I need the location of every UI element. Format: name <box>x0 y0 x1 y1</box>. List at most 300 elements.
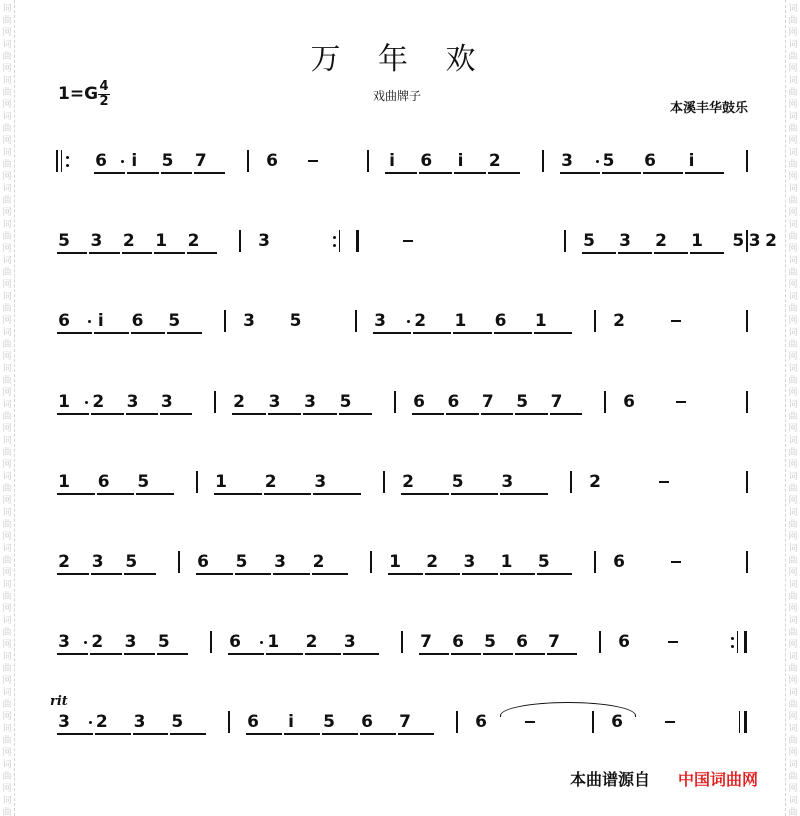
note: 3 <box>619 231 631 251</box>
watermark-char: 曲 <box>2 124 12 134</box>
watermark-char: 词 <box>788 292 798 302</box>
sustain-dash <box>665 721 675 723</box>
note: 5 <box>289 311 302 331</box>
note: 1 <box>267 632 280 652</box>
beam-underline <box>91 573 123 575</box>
note: i <box>131 151 138 171</box>
watermark-char: 词 <box>788 760 798 770</box>
barline <box>196 471 198 493</box>
note: 1 <box>155 231 168 251</box>
watermark-char: 词 <box>2 328 12 338</box>
note: 3 <box>126 392 139 412</box>
beam-underline <box>246 733 282 735</box>
sustain-dash <box>671 561 681 563</box>
note: 5 <box>125 552 138 572</box>
watermark-char: 曲 <box>2 268 12 278</box>
watermark-char: 曲 <box>788 232 798 242</box>
repeat-dot <box>66 156 69 159</box>
note: 1 <box>454 311 467 331</box>
note: 7 <box>399 712 411 732</box>
watermark-char: 词 <box>2 400 12 410</box>
barline <box>355 310 357 332</box>
watermark-char: 网 <box>788 64 798 74</box>
note: 5 <box>168 311 181 331</box>
note: 7 <box>550 392 563 412</box>
barline <box>210 631 212 653</box>
beam-underline <box>167 332 202 334</box>
note: 3 <box>501 472 514 492</box>
watermark-char: 词 <box>2 220 12 230</box>
beam-underline <box>451 653 481 655</box>
beam-underline <box>91 413 123 415</box>
watermark-char: 词 <box>2 184 12 194</box>
watermark-char: 曲 <box>2 484 12 494</box>
augmentation-dot <box>89 721 92 724</box>
note: 2 <box>488 151 501 171</box>
note: 1 <box>500 552 513 572</box>
watermark-char: 曲 <box>2 736 12 746</box>
note: 2 <box>426 552 439 572</box>
note: 5 <box>323 712 335 732</box>
watermark-char: 曲 <box>2 808 12 816</box>
watermark-char: 网 <box>788 568 798 578</box>
beam-underline <box>560 172 600 174</box>
note: 1 <box>58 472 70 492</box>
note: 6 <box>97 472 110 492</box>
watermark-char: 词 <box>788 724 798 734</box>
beam-underline <box>446 413 478 415</box>
repeat-dot <box>333 244 336 247</box>
beam-underline <box>500 573 535 575</box>
time-signature <box>98 80 110 109</box>
note: 6 <box>131 311 144 331</box>
watermark-char: 词 <box>2 472 12 482</box>
watermark-char: 词 <box>2 148 12 158</box>
note: 3 <box>268 392 281 412</box>
watermark-char: 曲 <box>2 772 12 782</box>
beam-underline <box>643 172 683 174</box>
note: 5 <box>171 712 184 732</box>
note: 6 <box>611 712 623 732</box>
watermark-char: 网 <box>2 136 12 146</box>
barline <box>542 150 544 172</box>
repeat-dot <box>66 164 69 167</box>
barline <box>746 391 748 413</box>
beam-underline <box>550 413 582 415</box>
note: i <box>688 151 695 171</box>
note: 5 <box>602 151 615 171</box>
beam-underline <box>305 653 341 655</box>
watermark-char: 曲 <box>2 304 12 314</box>
beam-underline <box>685 172 725 174</box>
augmentation-dot <box>407 320 410 323</box>
beam-underline <box>401 493 449 495</box>
watermark-char: 网 <box>788 208 798 218</box>
watermark-char: 网 <box>2 424 12 434</box>
watermark-char: 网 <box>2 316 12 326</box>
time-bottom: 2 <box>99 94 109 109</box>
note: i <box>288 712 294 732</box>
beam-underline <box>537 573 572 575</box>
watermark-char: 网 <box>788 676 798 686</box>
watermark-char: 词 <box>788 4 798 14</box>
watermark-char: 词 <box>788 256 798 266</box>
note: 6 <box>623 392 635 412</box>
composer: 本溪丰华鼓乐 <box>670 101 749 116</box>
beam-underline <box>187 252 217 254</box>
watermark-char: 曲 <box>788 376 798 386</box>
beam-underline <box>170 733 206 735</box>
watermark-char: 曲 <box>2 196 12 206</box>
watermark-char: 网 <box>2 208 12 218</box>
repeat-end-bar <box>356 230 359 252</box>
note: 5 <box>137 472 150 492</box>
beam-underline <box>273 573 310 575</box>
note: 2 <box>233 392 245 412</box>
note: 3 <box>243 311 255 331</box>
beam-underline <box>57 573 89 575</box>
time-top: 4 <box>99 79 109 94</box>
beam-underline <box>131 332 166 334</box>
watermark-char: 网 <box>788 388 798 398</box>
repeat-dot <box>333 236 336 239</box>
beam-underline <box>228 653 264 655</box>
watermark-strip-left <box>0 0 15 816</box>
note: 1 <box>389 552 401 572</box>
watermark-char: 词 <box>788 544 798 554</box>
sustain-dash <box>668 641 678 643</box>
note: 6 <box>516 632 528 652</box>
barline <box>394 391 396 413</box>
note: 5 <box>161 151 174 171</box>
note: 7 <box>420 632 432 652</box>
note: 3 <box>274 552 286 572</box>
note: 6 <box>95 151 107 171</box>
beam-underline <box>481 413 513 415</box>
watermark-char: 网 <box>788 316 798 326</box>
note: 1 <box>215 472 227 492</box>
watermark-char: 曲 <box>2 52 12 62</box>
repeat-start-bar <box>56 150 58 172</box>
watermark-char: 词 <box>2 40 12 50</box>
barline <box>383 471 385 493</box>
beam-underline <box>57 332 92 334</box>
barline <box>456 711 458 733</box>
watermark-char: 词 <box>788 76 798 86</box>
note: 2 <box>58 552 70 572</box>
watermark-char: 曲 <box>2 16 12 26</box>
note: 1 <box>691 231 703 251</box>
note: 5 <box>235 552 248 572</box>
beam-underline <box>57 252 87 254</box>
watermark-char: 曲 <box>788 124 798 134</box>
beam-underline <box>94 172 125 174</box>
note: 2 <box>655 231 667 251</box>
barline <box>401 631 403 653</box>
watermark-char: 词 <box>788 112 798 122</box>
final-bar <box>744 711 747 733</box>
beam-underline <box>57 653 88 655</box>
barline <box>247 150 249 172</box>
watermark-char: 词 <box>788 472 798 482</box>
beam-underline <box>196 573 233 575</box>
note: 6 <box>197 552 209 572</box>
note: 3 <box>343 632 356 652</box>
repeat-dot <box>731 645 734 648</box>
beam-underline <box>268 413 302 415</box>
watermark-char: 曲 <box>788 160 798 170</box>
beam-underline <box>126 413 158 415</box>
watermark-char: 网 <box>2 64 12 74</box>
repeat-end-bar <box>744 631 747 653</box>
beam-underline <box>266 653 302 655</box>
sustain-dash <box>403 240 413 242</box>
page-title: 万 年 欢 <box>310 42 490 77</box>
note: 3 <box>124 632 137 652</box>
source-site-link[interactable]: 中国词曲网 <box>678 770 759 789</box>
beam-underline <box>154 252 184 254</box>
note: 6 <box>420 151 433 171</box>
note: 3 <box>463 552 476 572</box>
note: 3 <box>748 231 761 251</box>
beam-underline <box>284 733 320 735</box>
beam-underline <box>388 573 423 575</box>
barline <box>594 310 596 332</box>
note: 3 <box>304 392 316 412</box>
watermark-char: 曲 <box>2 340 12 350</box>
watermark-char: 词 <box>2 580 12 590</box>
beam-underline <box>412 413 444 415</box>
beam-underline <box>313 493 361 495</box>
watermark-char: 曲 <box>2 160 12 170</box>
watermark-char: 曲 <box>788 664 798 674</box>
beam-underline <box>534 332 572 334</box>
note: 6 <box>58 311 70 331</box>
watermark-char: 网 <box>788 100 798 110</box>
barline <box>746 310 748 332</box>
note: 6 <box>475 712 487 732</box>
watermark-char: 网 <box>2 244 12 254</box>
augmentation-dot <box>596 160 599 163</box>
note: 3 <box>90 231 103 251</box>
beam-underline <box>94 332 129 334</box>
beam-underline <box>194 172 225 174</box>
watermark-char: 词 <box>2 544 12 554</box>
watermark-char: 词 <box>2 256 12 266</box>
watermark-char: 网 <box>788 352 798 362</box>
watermark-char: 网 <box>788 172 798 182</box>
beam-underline <box>515 413 547 415</box>
watermark-char: 词 <box>2 4 12 14</box>
note: 2 <box>95 712 108 732</box>
watermark-char: 网 <box>2 388 12 398</box>
watermark-char: 曲 <box>788 736 798 746</box>
subtitle: 戏曲牌子 <box>373 89 422 103</box>
beam-underline <box>122 252 152 254</box>
beam-underline <box>235 573 272 575</box>
beam-underline <box>494 332 532 334</box>
watermark-char: 曲 <box>788 340 798 350</box>
beam-underline <box>339 413 373 415</box>
watermark-char: 曲 <box>788 700 798 710</box>
watermark-char: 网 <box>2 460 12 470</box>
watermark-char: 词 <box>788 616 798 626</box>
beam-underline <box>360 733 396 735</box>
watermark-char: 曲 <box>788 484 798 494</box>
watermark-char: 网 <box>2 640 12 650</box>
barline <box>214 391 216 413</box>
watermark-char: 网 <box>2 496 12 506</box>
beam-underline <box>462 573 497 575</box>
augmentation-dot <box>260 641 263 644</box>
beam-underline <box>136 493 174 495</box>
watermark-char: 曲 <box>788 808 798 816</box>
beam-underline <box>385 172 417 174</box>
note: 2 <box>187 231 200 251</box>
barline <box>228 711 230 733</box>
barline <box>564 230 566 252</box>
beam-underline <box>57 413 89 415</box>
beam-underline <box>124 573 156 575</box>
watermark-char: 词 <box>788 580 798 590</box>
beam-underline <box>343 653 379 655</box>
beam-underline <box>398 733 434 735</box>
watermark-char: 网 <box>788 604 798 614</box>
watermark-char: 曲 <box>2 412 12 422</box>
watermark-char: 词 <box>788 400 798 410</box>
watermark-char: 曲 <box>788 304 798 314</box>
note: 6 <box>266 151 278 171</box>
note: 2 <box>122 231 135 251</box>
watermark-char: 词 <box>2 112 12 122</box>
watermark-char: 词 <box>788 652 798 662</box>
note: 6 <box>229 632 241 652</box>
watermark-char: 网 <box>2 604 12 614</box>
watermark-char: 网 <box>2 748 12 758</box>
watermark-char: 词 <box>788 436 798 446</box>
watermark-char: 词 <box>788 508 798 518</box>
note: 2 <box>402 472 414 492</box>
note: i <box>389 151 395 171</box>
watermark-char: 网 <box>2 568 12 578</box>
sustain-dash <box>525 721 535 723</box>
beam-underline <box>124 653 155 655</box>
note: 6 <box>618 632 630 652</box>
note: 2 <box>264 472 277 492</box>
beam-underline <box>618 252 652 254</box>
barline <box>746 471 748 493</box>
beam-underline <box>419 172 451 174</box>
watermark-char: 曲 <box>788 196 798 206</box>
watermark-char: 词 <box>788 220 798 230</box>
beam-underline <box>451 493 499 495</box>
watermark-char: 网 <box>788 280 798 290</box>
watermark-char: 曲 <box>2 664 12 674</box>
note: 1 <box>58 392 70 412</box>
watermark-char: 词 <box>788 40 798 50</box>
note: 6 <box>361 712 373 732</box>
watermark-char: 曲 <box>2 520 12 530</box>
note: 6 <box>613 552 625 572</box>
beam-underline <box>690 252 724 254</box>
beam-underline <box>127 172 158 174</box>
watermark-char: 曲 <box>788 772 798 782</box>
watermark-char: 网 <box>788 640 798 650</box>
watermark-char: 曲 <box>2 376 12 386</box>
watermark-char: 词 <box>788 688 798 698</box>
beam-underline <box>312 573 349 575</box>
watermark-char: 网 <box>788 244 798 254</box>
repeat-start-bar <box>61 150 62 172</box>
watermark-char: 曲 <box>2 88 12 98</box>
watermark-strip-right <box>785 0 800 816</box>
watermark-char: 网 <box>788 532 798 542</box>
beam-underline <box>95 733 131 735</box>
watermark-char: 网 <box>788 784 798 794</box>
barline <box>178 551 180 573</box>
barline <box>746 150 748 172</box>
note: 2 <box>414 311 427 331</box>
barline <box>746 551 748 573</box>
barline <box>239 230 241 252</box>
note: 6 <box>494 311 507 331</box>
watermark-char: 词 <box>788 796 798 806</box>
final-bar <box>739 711 740 733</box>
tie-slur <box>500 702 636 717</box>
barline <box>594 551 596 573</box>
barline <box>599 631 601 653</box>
watermark-char: 网 <box>788 28 798 38</box>
beam-underline <box>515 653 545 655</box>
watermark-char: 曲 <box>788 448 798 458</box>
beam-underline <box>322 733 358 735</box>
watermark-char: 网 <box>788 136 798 146</box>
beam-underline <box>57 733 93 735</box>
beam-underline <box>89 252 119 254</box>
note: 6 <box>452 632 464 652</box>
beam-underline <box>654 252 688 254</box>
note: 5 <box>484 632 496 652</box>
watermark-char: 曲 <box>2 700 12 710</box>
watermark-char: 曲 <box>2 448 12 458</box>
note: 2 <box>312 552 325 572</box>
note: 3 <box>58 632 70 652</box>
barline <box>370 551 372 573</box>
watermark-char: 词 <box>788 184 798 194</box>
note: 2 <box>305 632 318 652</box>
note: 5 <box>537 552 550 572</box>
watermark-char: 词 <box>788 364 798 374</box>
watermark-char: 曲 <box>788 52 798 62</box>
note: 3 <box>91 552 104 572</box>
beam-underline <box>454 172 486 174</box>
watermark-char: 词 <box>2 724 12 734</box>
beam-underline <box>214 493 262 495</box>
watermark-char: 词 <box>2 616 12 626</box>
beam-underline <box>453 332 491 334</box>
beam-underline <box>373 332 411 334</box>
source-prefix: 本曲谱源自 <box>570 770 651 789</box>
watermark-char: 网 <box>2 784 12 794</box>
watermark-char: 词 <box>788 148 798 158</box>
watermark-char: 曲 <box>788 16 798 26</box>
watermark-char: 词 <box>2 76 12 86</box>
note: 6 <box>247 712 259 732</box>
augmentation-dot <box>85 401 88 404</box>
watermark-char: 网 <box>2 172 12 182</box>
watermark-char: 词 <box>2 688 12 698</box>
watermark-char: 网 <box>2 280 12 290</box>
